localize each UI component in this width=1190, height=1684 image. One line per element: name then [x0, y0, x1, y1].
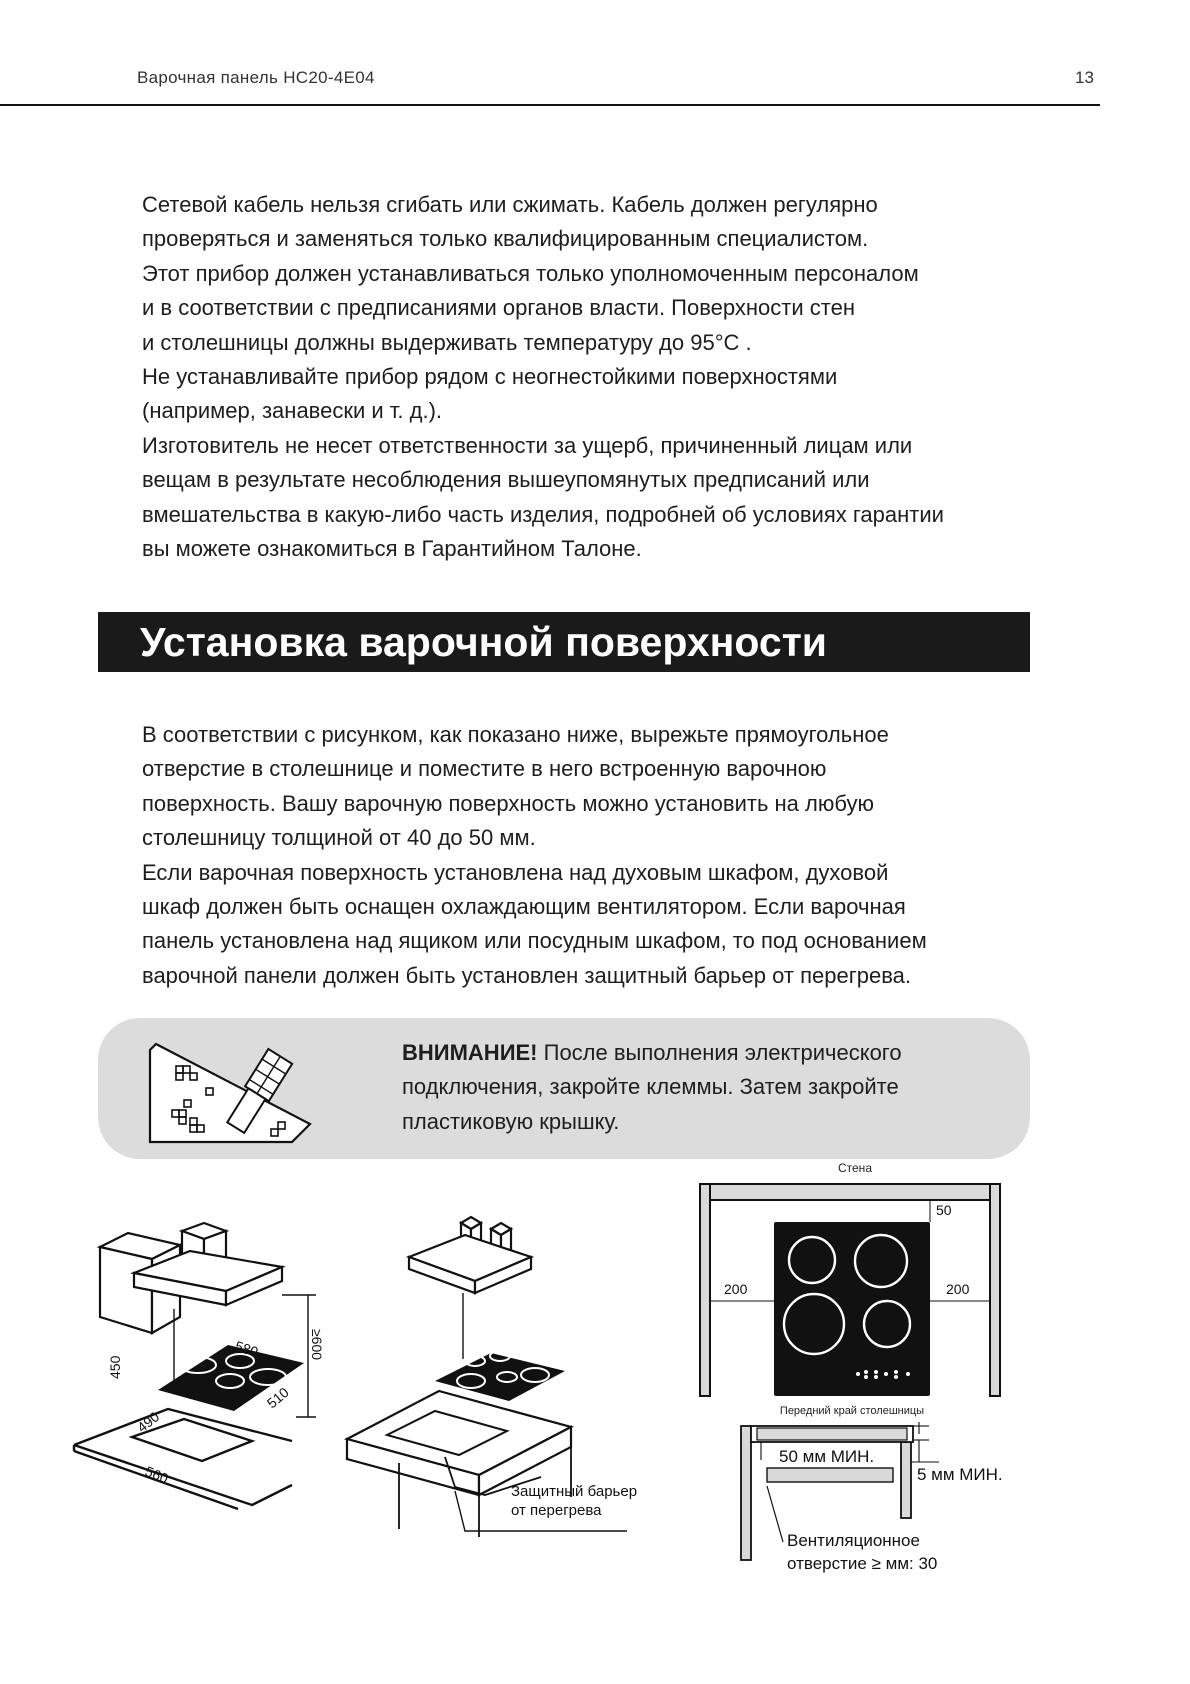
warning-text — [402, 1036, 1012, 1139]
intro-line: (например, занавески и т. д.). — [142, 398, 443, 424]
install-line: шкаф должен быть оснащен охлаждающим вентилятором. Если варочная — [142, 894, 906, 920]
dim-cut-depth: 490 — [133, 1408, 163, 1436]
barrier-label: Защитный барьер — [511, 1483, 638, 1500]
header-rule — [0, 104, 1100, 106]
barrier-label: от перегрева — [511, 1502, 602, 1519]
vent-label: отверстие ≥ мм: 30 — [787, 1554, 938, 1573]
intro-line: проверяться и заменяться только квалифицированным специалистом. — [142, 226, 869, 252]
warning-label: ВНИМАНИЕ! — [402, 1040, 538, 1065]
section-heading-bar — [98, 612, 1030, 672]
install-line: В соответствии с рисунком, как показано ниже, вырежьте прямоугольное — [142, 722, 889, 747]
side-gap-label: 5 мм МИН. — [917, 1465, 1003, 1484]
warning-line: пластиковую крышку. — [402, 1108, 620, 1134]
dim-cut-width: 560 — [142, 1462, 171, 1487]
install-line: поверхность. Вашу варочную поверхность можно установить на любую — [142, 790, 874, 816]
intro-line: вещам в результате несоблюдения вышеупомянутых предписаний или — [142, 467, 870, 493]
right-gap-label: 200 — [946, 1281, 970, 1297]
dim-hob-width: 580 — [233, 1337, 261, 1361]
intro-line: Изготовитель не несет ответственности за ущерб, причиненный лицам или — [142, 432, 913, 458]
warning-line: После выполнения электрического — [537, 1040, 902, 1065]
installation-dimensions-diagram — [68, 1205, 368, 1535]
top-view-clearance-diagram — [690, 1158, 1020, 1418]
install-line: варочной панели должен быть установлен защитный барьер от перегрева. — [142, 962, 911, 988]
intro-line: и столешницы должны выдерживать температуру до 95°C . — [142, 329, 752, 355]
intro-line: и в соответствии с предписаниями органов власти. Поверхности стен — [142, 295, 855, 321]
intro-line: Не устанавливайте прибор рядом с неогнестойкими поверхностями — [142, 364, 838, 390]
intro-line: вы можете ознакомиться в Гарантийном Талоне. — [142, 536, 642, 562]
intro-line: вмешательства в какую-либо часть изделия, подробней об условиях гарантии — [142, 501, 944, 527]
intro-line: Этот прибор должен устанавливаться только уполномоченным персоналом — [142, 260, 919, 286]
install-line: отверстие в столешнице и поместите в него встроенную варочною — [142, 756, 827, 782]
vent-label: Вентиляционное — [787, 1531, 920, 1550]
wall-label: Стена — [837, 1161, 873, 1175]
heat-barrier-diagram — [335, 1195, 695, 1545]
dim-clearance: ≥600 — [309, 1329, 325, 1361]
intro-line: Сетевой кабель нельзя сгибать или сжимать. Кабель должен регулярно — [142, 192, 878, 217]
install-paragraph — [142, 718, 1042, 993]
cross-section-diagram — [735, 1422, 1035, 1612]
running-title: Варочная панель HC20-4E04 — [137, 68, 375, 87]
warning-line: подключения, закройте клеммы. Затем закройте — [402, 1074, 899, 1100]
front-edge-label: Передний край столешницы — [779, 1405, 925, 1417]
install-line: Если варочная поверхность установлена над духовым шкафом, духовой — [142, 859, 889, 885]
gap-label: 50 мм МИН. — [779, 1447, 875, 1466]
page-number: 13 — [1075, 68, 1094, 87]
dim-hob-depth: 510 — [263, 1384, 292, 1412]
back-gap-label: 50 — [936, 1202, 952, 1218]
terminal-block-illustration — [142, 1022, 332, 1156]
intro-paragraph — [142, 188, 1042, 566]
dim-height: 450 — [107, 1355, 123, 1379]
install-line: столешницу толщиной от 40 до 50 мм. — [142, 825, 536, 851]
install-line: панель установлена над ящиком или посудным шкафом, то под основанием — [142, 928, 927, 954]
warning-box — [98, 1018, 1030, 1159]
left-gap-label: 200 — [724, 1281, 748, 1297]
section-title: Установка варочной поверхности — [140, 619, 828, 665]
